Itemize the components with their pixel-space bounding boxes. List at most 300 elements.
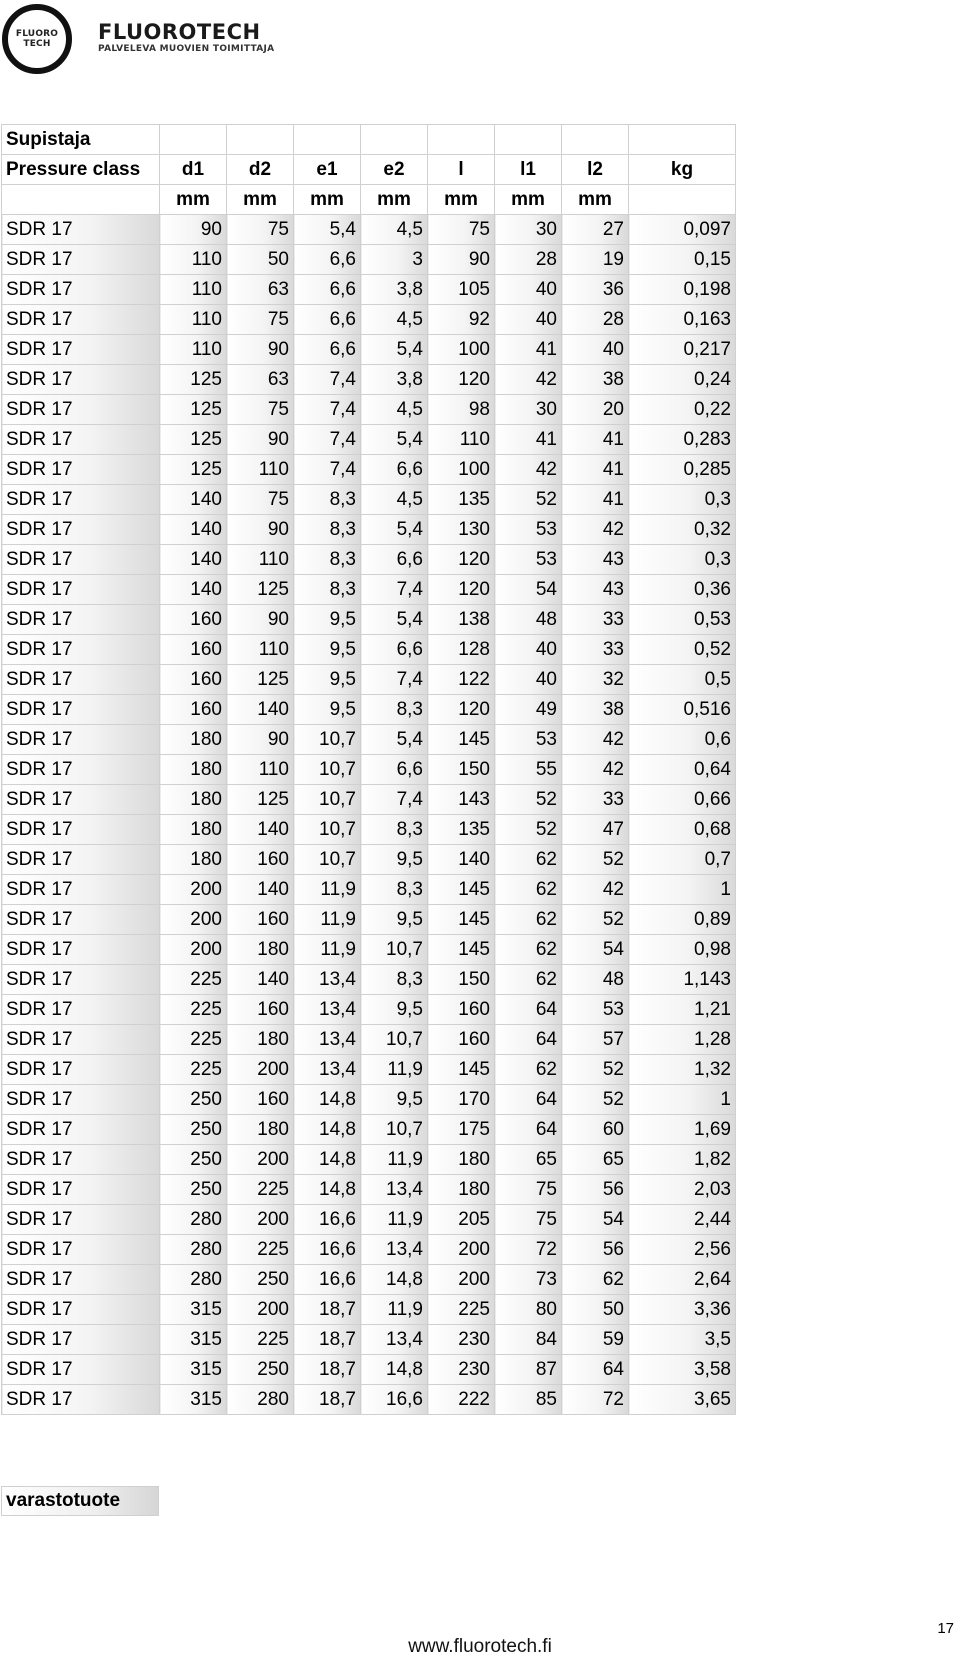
value-cell: 30 xyxy=(495,215,562,245)
value-cell: 1,32 xyxy=(629,1055,736,1085)
value-cell: 160 xyxy=(160,635,227,665)
value-cell: 0,3 xyxy=(629,545,736,575)
value-cell: 11,9 xyxy=(294,905,361,935)
value-cell: 38 xyxy=(562,695,629,725)
pressure-class-cell: SDR 17 xyxy=(2,1295,160,1325)
value-cell: 28 xyxy=(495,245,562,275)
value-cell: 6,6 xyxy=(361,545,428,575)
value-cell: 0,516 xyxy=(629,695,736,725)
value-cell: 11,9 xyxy=(361,1055,428,1085)
value-cell: 14,8 xyxy=(294,1145,361,1175)
table-row xyxy=(2,515,736,545)
value-cell: 85 xyxy=(495,1385,562,1415)
value-cell: 180 xyxy=(160,785,227,815)
value-cell: 110 xyxy=(160,245,227,275)
value-cell: 50 xyxy=(227,245,294,275)
pressure-class-cell: SDR 17 xyxy=(2,905,160,935)
value-cell: 33 xyxy=(562,785,629,815)
value-cell: 62 xyxy=(562,1265,629,1295)
value-cell: 0,22 xyxy=(629,395,736,425)
pressure-class-cell: SDR 17 xyxy=(2,1325,160,1355)
value-cell: 180 xyxy=(160,725,227,755)
value-cell: 110 xyxy=(227,455,294,485)
value-cell: 38 xyxy=(562,365,629,395)
value-cell: 1,21 xyxy=(629,995,736,1025)
value-cell: 0,3 xyxy=(629,485,736,515)
value-cell: 10,7 xyxy=(294,755,361,785)
value-cell: 64 xyxy=(562,1355,629,1385)
value-cell: 42 xyxy=(562,515,629,545)
value-cell: 160 xyxy=(428,1025,495,1055)
value-cell: 200 xyxy=(227,1055,294,1085)
pressure-class-cell: SDR 17 xyxy=(2,515,160,545)
value-cell: 200 xyxy=(428,1235,495,1265)
value-cell: 180 xyxy=(428,1175,495,1205)
value-cell: 6,6 xyxy=(294,275,361,305)
value-cell: 2,64 xyxy=(629,1265,736,1295)
table-row xyxy=(2,1295,736,1325)
value-cell: 105 xyxy=(428,275,495,305)
value-cell: 315 xyxy=(160,1295,227,1325)
value-cell: 75 xyxy=(495,1175,562,1205)
value-cell: 72 xyxy=(495,1235,562,1265)
value-cell: 4,5 xyxy=(361,305,428,335)
value-cell: 110 xyxy=(227,545,294,575)
value-cell: 9,5 xyxy=(294,695,361,725)
value-cell: 90 xyxy=(227,725,294,755)
value-cell: 10,7 xyxy=(361,1025,428,1055)
value-cell: 0,285 xyxy=(629,455,736,485)
value-cell: 0,15 xyxy=(629,245,736,275)
value-cell: 52 xyxy=(495,815,562,845)
value-cell: 62 xyxy=(495,1055,562,1085)
unit-cell xyxy=(2,185,160,215)
value-cell: 2,44 xyxy=(629,1205,736,1235)
value-cell: 150 xyxy=(428,755,495,785)
table-row xyxy=(2,1235,736,1265)
value-cell: 0,6 xyxy=(629,725,736,755)
pressure-class-cell: SDR 17 xyxy=(2,1115,160,1145)
value-cell: 0,64 xyxy=(629,755,736,785)
unit-cell xyxy=(629,185,736,215)
value-cell: 120 xyxy=(428,365,495,395)
pressure-class-cell: SDR 17 xyxy=(2,245,160,275)
value-cell: 49 xyxy=(495,695,562,725)
value-cell: 62 xyxy=(495,965,562,995)
value-cell: 140 xyxy=(160,485,227,515)
value-cell: 160 xyxy=(160,665,227,695)
value-cell: 50 xyxy=(562,1295,629,1325)
value-cell: 170 xyxy=(428,1085,495,1115)
value-cell: 140 xyxy=(160,575,227,605)
table-row xyxy=(2,575,736,605)
pressure-class-cell: SDR 17 xyxy=(2,1025,160,1055)
value-cell: 0,7 xyxy=(629,845,736,875)
pressure-class-cell: SDR 17 xyxy=(2,965,160,995)
table-row xyxy=(2,755,736,785)
value-cell: 8,3 xyxy=(294,515,361,545)
value-cell: 98 xyxy=(428,395,495,425)
value-cell: 200 xyxy=(227,1295,294,1325)
value-cell: 53 xyxy=(495,515,562,545)
value-cell: 250 xyxy=(227,1265,294,1295)
pressure-class-cell: SDR 17 xyxy=(2,1355,160,1385)
value-cell: 14,8 xyxy=(294,1085,361,1115)
value-cell: 280 xyxy=(160,1265,227,1295)
value-cell: 8,3 xyxy=(361,815,428,845)
table-row xyxy=(2,785,736,815)
stock-item-legend: varastotuote xyxy=(1,1486,159,1516)
value-cell: 52 xyxy=(562,845,629,875)
logo-text-line1: FLUORO xyxy=(15,29,59,39)
value-cell: 42 xyxy=(562,725,629,755)
value-cell: 180 xyxy=(227,1025,294,1055)
value-cell: 13,4 xyxy=(294,995,361,1025)
value-cell: 2,03 xyxy=(629,1175,736,1205)
value-cell: 40 xyxy=(562,335,629,365)
value-cell: 92 xyxy=(428,305,495,335)
value-cell: 222 xyxy=(428,1385,495,1415)
value-cell: 200 xyxy=(160,905,227,935)
value-cell: 59 xyxy=(562,1325,629,1355)
value-cell: 6,6 xyxy=(294,245,361,275)
value-cell: 230 xyxy=(428,1325,495,1355)
table-row xyxy=(2,995,736,1025)
column-header-row xyxy=(2,155,736,185)
value-cell: 160 xyxy=(160,695,227,725)
logo-text-line2: TECH xyxy=(23,39,51,49)
value-cell: 41 xyxy=(562,455,629,485)
table-row xyxy=(2,1055,736,1085)
table-row xyxy=(2,1115,736,1145)
value-cell: 8,3 xyxy=(294,575,361,605)
table-row xyxy=(2,1205,736,1235)
value-cell: 62 xyxy=(495,935,562,965)
table-row xyxy=(2,545,736,575)
value-cell: 175 xyxy=(428,1115,495,1145)
pressure-class-cell: SDR 17 xyxy=(2,875,160,905)
pressure-class-cell: SDR 17 xyxy=(2,215,160,245)
value-cell: 56 xyxy=(562,1175,629,1205)
pressure-class-cell: SDR 17 xyxy=(2,755,160,785)
value-cell: 72 xyxy=(562,1385,629,1415)
value-cell: 180 xyxy=(160,755,227,785)
value-cell: 250 xyxy=(160,1085,227,1115)
value-cell: 40 xyxy=(495,275,562,305)
page-header xyxy=(0,0,960,80)
reducer-spec-table xyxy=(1,124,736,1415)
value-cell: 7,4 xyxy=(294,365,361,395)
value-cell: 250 xyxy=(160,1145,227,1175)
value-cell: 55 xyxy=(495,755,562,785)
value-cell: 5,4 xyxy=(361,515,428,545)
value-cell: 180 xyxy=(160,815,227,845)
pressure-class-cell: SDR 17 xyxy=(2,425,160,455)
value-cell: 41 xyxy=(495,335,562,365)
value-cell: 225 xyxy=(160,1025,227,1055)
pressure-class-cell: SDR 17 xyxy=(2,815,160,845)
value-cell: 16,6 xyxy=(361,1385,428,1415)
value-cell: 110 xyxy=(160,305,227,335)
value-cell: 4,5 xyxy=(361,215,428,245)
value-cell: 135 xyxy=(428,815,495,845)
table-row xyxy=(2,1385,736,1415)
value-cell: 14,8 xyxy=(294,1115,361,1145)
value-cell: 0,32 xyxy=(629,515,736,545)
value-cell: 1 xyxy=(629,875,736,905)
value-cell: 225 xyxy=(227,1175,294,1205)
table-row xyxy=(2,335,736,365)
value-cell: 32 xyxy=(562,665,629,695)
value-cell: 225 xyxy=(428,1295,495,1325)
value-cell: 225 xyxy=(160,995,227,1025)
value-cell: 54 xyxy=(562,1205,629,1235)
table-row xyxy=(2,725,736,755)
value-cell: 90 xyxy=(227,515,294,545)
value-cell: 122 xyxy=(428,665,495,695)
table-row xyxy=(2,815,736,845)
column-header: d2 xyxy=(227,155,294,185)
table-row xyxy=(2,965,736,995)
table-row xyxy=(2,1175,736,1205)
value-cell: 3,36 xyxy=(629,1295,736,1325)
value-cell: 250 xyxy=(227,1355,294,1385)
value-cell: 125 xyxy=(227,665,294,695)
value-cell: 125 xyxy=(227,785,294,815)
value-cell: 90 xyxy=(227,425,294,455)
value-cell: 10,7 xyxy=(294,845,361,875)
table-title: Supistaja xyxy=(2,125,160,155)
value-cell: 65 xyxy=(495,1145,562,1175)
value-cell: 0,5 xyxy=(629,665,736,695)
pressure-class-cell: SDR 17 xyxy=(2,725,160,755)
value-cell: 5,4 xyxy=(361,425,428,455)
value-cell: 18,7 xyxy=(294,1385,361,1415)
value-cell: 90 xyxy=(227,605,294,635)
value-cell: 180 xyxy=(227,1115,294,1145)
value-cell: 84 xyxy=(495,1325,562,1355)
column-header: l xyxy=(428,155,495,185)
value-cell: 6,6 xyxy=(361,455,428,485)
value-cell: 0,66 xyxy=(629,785,736,815)
brand-tagline: PALVELEVA MUOVIEN TOIMITTAJA xyxy=(98,44,275,54)
value-cell: 10,7 xyxy=(294,815,361,845)
value-cell: 90 xyxy=(160,215,227,245)
table-row xyxy=(2,245,736,275)
value-cell: 6,6 xyxy=(361,755,428,785)
value-cell: 75 xyxy=(227,215,294,245)
value-cell: 200 xyxy=(227,1145,294,1175)
value-cell: 7,4 xyxy=(294,455,361,485)
value-cell: 11,9 xyxy=(294,935,361,965)
value-cell: 0,24 xyxy=(629,365,736,395)
unit-row xyxy=(2,185,736,215)
value-cell: 160 xyxy=(428,995,495,1025)
value-cell: 64 xyxy=(495,1085,562,1115)
value-cell: 7,4 xyxy=(361,575,428,605)
unit-cell: mm xyxy=(428,185,495,215)
value-cell: 280 xyxy=(160,1205,227,1235)
table-row xyxy=(2,1085,736,1115)
value-cell: 315 xyxy=(160,1325,227,1355)
value-cell: 110 xyxy=(160,275,227,305)
value-cell: 6,6 xyxy=(294,335,361,365)
value-cell: 138 xyxy=(428,605,495,635)
table-row xyxy=(2,845,736,875)
value-cell: 10,7 xyxy=(361,935,428,965)
value-cell: 100 xyxy=(428,455,495,485)
value-cell: 90 xyxy=(227,335,294,365)
value-cell: 145 xyxy=(428,935,495,965)
table-row xyxy=(2,605,736,635)
value-cell: 7,4 xyxy=(361,665,428,695)
value-cell: 1,69 xyxy=(629,1115,736,1145)
value-cell: 47 xyxy=(562,815,629,845)
value-cell: 0,53 xyxy=(629,605,736,635)
pressure-class-cell: SDR 17 xyxy=(2,485,160,515)
pressure-class-cell: SDR 17 xyxy=(2,275,160,305)
value-cell: 160 xyxy=(227,845,294,875)
value-cell: 19 xyxy=(562,245,629,275)
pressure-class-cell: SDR 17 xyxy=(2,935,160,965)
table-row xyxy=(2,1265,736,1295)
table-row xyxy=(2,1025,736,1055)
company-logo xyxy=(2,4,72,74)
value-cell: 14,8 xyxy=(294,1175,361,1205)
value-cell: 16,6 xyxy=(294,1235,361,1265)
value-cell: 9,5 xyxy=(361,995,428,1025)
value-cell: 125 xyxy=(160,425,227,455)
pressure-class-cell: SDR 17 xyxy=(2,785,160,815)
value-cell: 36 xyxy=(562,275,629,305)
value-cell: 160 xyxy=(227,995,294,1025)
value-cell: 280 xyxy=(160,1235,227,1265)
value-cell: 130 xyxy=(428,515,495,545)
pressure-class-cell: SDR 17 xyxy=(2,845,160,875)
value-cell: 145 xyxy=(428,875,495,905)
value-cell: 30 xyxy=(495,395,562,425)
table-row xyxy=(2,395,736,425)
value-cell: 8,3 xyxy=(361,875,428,905)
pressure-class-cell: SDR 17 xyxy=(2,575,160,605)
pressure-class-cell: SDR 17 xyxy=(2,1385,160,1415)
footer-website-link[interactable]: www.fluorotech.fi xyxy=(408,1636,552,1657)
unit-cell: mm xyxy=(495,185,562,215)
value-cell: 54 xyxy=(562,935,629,965)
value-cell: 7,4 xyxy=(294,395,361,425)
unit-cell: mm xyxy=(227,185,294,215)
value-cell: 5,4 xyxy=(294,215,361,245)
value-cell: 145 xyxy=(428,725,495,755)
column-header: l1 xyxy=(495,155,562,185)
value-cell: 53 xyxy=(495,725,562,755)
value-cell: 315 xyxy=(160,1355,227,1385)
value-cell: 4,5 xyxy=(361,485,428,515)
unit-cell: mm xyxy=(361,185,428,215)
value-cell: 60 xyxy=(562,1115,629,1145)
table-row xyxy=(2,875,736,905)
value-cell: 200 xyxy=(428,1265,495,1295)
value-cell: 9,5 xyxy=(361,845,428,875)
value-cell: 1 xyxy=(629,1085,736,1115)
value-cell: 180 xyxy=(227,935,294,965)
value-cell: 13,4 xyxy=(294,965,361,995)
value-cell: 143 xyxy=(428,785,495,815)
table-row xyxy=(2,635,736,665)
value-cell: 8,3 xyxy=(361,695,428,725)
table-row xyxy=(2,305,736,335)
value-cell: 180 xyxy=(428,1145,495,1175)
value-cell: 52 xyxy=(562,905,629,935)
value-cell: 42 xyxy=(562,875,629,905)
pressure-class-cell: SDR 17 xyxy=(2,1205,160,1235)
value-cell: 75 xyxy=(227,395,294,425)
value-cell: 200 xyxy=(160,935,227,965)
value-cell: 5,4 xyxy=(361,725,428,755)
value-cell: 8,3 xyxy=(361,965,428,995)
value-cell: 125 xyxy=(160,395,227,425)
value-cell: 1,143 xyxy=(629,965,736,995)
value-cell: 0,198 xyxy=(629,275,736,305)
value-cell: 75 xyxy=(227,305,294,335)
value-cell: 18,7 xyxy=(294,1325,361,1355)
value-cell: 10,7 xyxy=(361,1115,428,1145)
value-cell: 64 xyxy=(495,1115,562,1145)
value-cell: 0,52 xyxy=(629,635,736,665)
value-cell: 110 xyxy=(227,635,294,665)
value-cell: 41 xyxy=(495,425,562,455)
value-cell: 140 xyxy=(160,515,227,545)
value-cell: 52 xyxy=(495,485,562,515)
value-cell: 315 xyxy=(160,1385,227,1415)
value-cell: 225 xyxy=(160,965,227,995)
value-cell: 13,4 xyxy=(361,1175,428,1205)
value-cell: 250 xyxy=(160,1175,227,1205)
value-cell: 20 xyxy=(562,395,629,425)
table-row xyxy=(2,665,736,695)
pressure-class-cell: SDR 17 xyxy=(2,305,160,335)
table-row xyxy=(2,935,736,965)
value-cell: 0,98 xyxy=(629,935,736,965)
value-cell: 140 xyxy=(160,545,227,575)
value-cell: 140 xyxy=(428,845,495,875)
value-cell: 4,5 xyxy=(361,395,428,425)
column-header: e2 xyxy=(361,155,428,185)
value-cell: 41 xyxy=(562,485,629,515)
value-cell: 0,89 xyxy=(629,905,736,935)
value-cell: 11,9 xyxy=(361,1295,428,1325)
value-cell: 63 xyxy=(227,365,294,395)
value-cell: 145 xyxy=(428,1055,495,1085)
value-cell: 57 xyxy=(562,1025,629,1055)
value-cell: 52 xyxy=(562,1085,629,1115)
value-cell: 75 xyxy=(227,485,294,515)
value-cell: 128 xyxy=(428,635,495,665)
table-row xyxy=(2,365,736,395)
table-row xyxy=(2,1355,736,1385)
value-cell: 54 xyxy=(495,575,562,605)
value-cell: 160 xyxy=(160,605,227,635)
value-cell: 200 xyxy=(160,875,227,905)
table-row xyxy=(2,1325,736,1355)
table-row xyxy=(2,485,736,515)
pressure-class-cell: SDR 17 xyxy=(2,995,160,1025)
value-cell: 13,4 xyxy=(294,1025,361,1055)
value-cell: 3,58 xyxy=(629,1355,736,1385)
pressure-class-cell: SDR 17 xyxy=(2,545,160,575)
value-cell: 3 xyxy=(361,245,428,275)
value-cell: 160 xyxy=(227,1085,294,1115)
